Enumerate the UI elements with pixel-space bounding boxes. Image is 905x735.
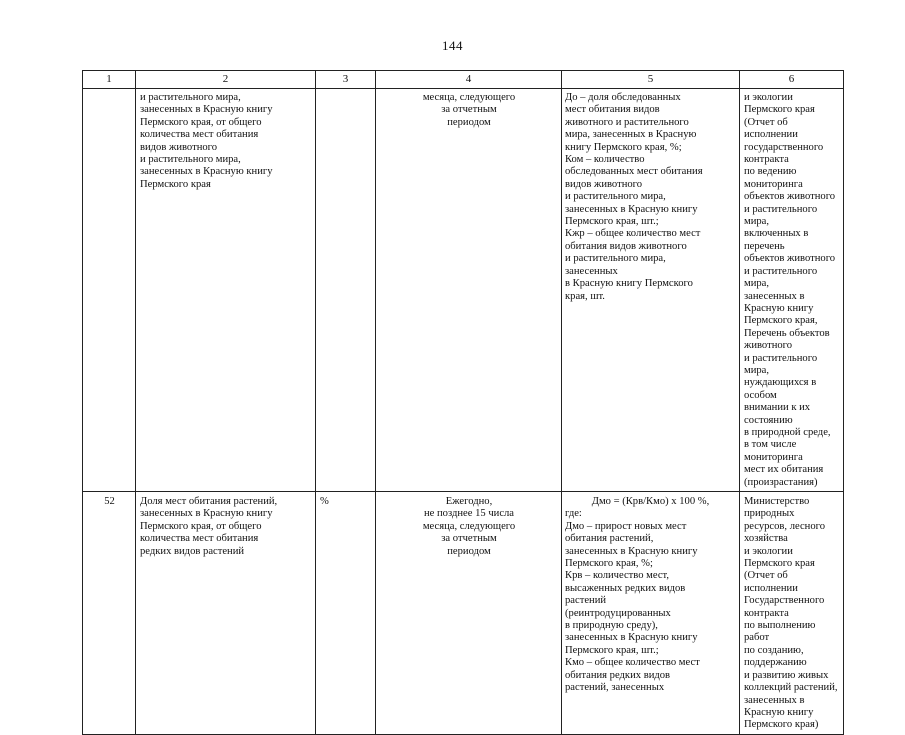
formula-text: где: Дмо – прирост новых мест обитания растений, занесенных в Красную книгу Пермского края, %; Крв – количество мест, высаженных редких видов растений (реинтродуцированных в природную среду), занесенных в Красную книгу Пермского края, шт.; Кмо – общее количество мест обитания редких видов растений, занесенных bbox=[565, 508, 700, 694]
formula-cell bbox=[562, 492, 740, 735]
header-cell: 6 bbox=[740, 71, 844, 89]
table-row bbox=[83, 492, 844, 735]
period-cell: Ежегодно, не позднее 15 числа месяца, следующего за отчетным периодом bbox=[376, 492, 562, 735]
unit-cell: % bbox=[316, 492, 376, 735]
header-cell: 3 bbox=[316, 71, 376, 89]
indicator-name: Доля мест обитания растений, занесенных в Красную книгу Пермского края, от общего количества мест обитания редких видов растений bbox=[136, 492, 316, 735]
formula-text: До – доля обследованных мест обитания видов животного и растительного мира, занесенных в Красную книгу Пермского края, %; Ком – количество обследованных мест обитания видов животного и растительного мира, занесенных в Красную книгу Пермского края, шт.; Кжр – общее количество мест обитания видов животного и растительного мира, занесенных в Красную книгу Пермского края, шт. bbox=[565, 92, 703, 302]
period-cell: месяца, следующего за отчетным периодом bbox=[376, 89, 562, 492]
header-cell: 1 bbox=[83, 71, 136, 89]
unit-cell bbox=[316, 89, 376, 492]
table-header-row bbox=[83, 71, 844, 89]
header-cell: 5 bbox=[562, 71, 740, 89]
row-number: 52 bbox=[83, 492, 136, 735]
row-number bbox=[83, 89, 136, 492]
source-cell: Министерство природных ресурсов, лесного хозяйства и экологии Пермского края (Отчет об исполнении Государственного контракта по выполнению работ по созданию, поддержанию и развитию живых коллекций растений, занесенных в Красную книгу Пермского края) bbox=[740, 492, 844, 735]
formula-cell bbox=[562, 89, 740, 492]
table-row bbox=[83, 89, 844, 492]
source-cell: и экологии Пермского края (Отчет об исполнении государственного контракта по ведению мониторинга объектов животного и растительного мира, включенных в перечень объектов животного и растительного мира, занесенных в Красную книгу Пермского края, Перечень объектов животного и растительного мира, нуждающихся в особом внимании к их состоянию в природной среде, в том числе мониторинга мест их обитания (произрастания) bbox=[740, 89, 844, 492]
header-cell: 2 bbox=[136, 71, 316, 89]
header-cell: 4 bbox=[376, 71, 562, 89]
indicators-table bbox=[82, 70, 844, 735]
page-number: 144 bbox=[442, 38, 463, 53]
indicator-name: и растительного мира, занесенных в Красную книгу Пермского края, от общего количества мест обитания видов животного и растительного мира, занесенных в Красную книгу Пермского края bbox=[136, 89, 316, 492]
formula-expression: Дмо = (Крв/Кмо) х 100 %, bbox=[591, 496, 710, 507]
